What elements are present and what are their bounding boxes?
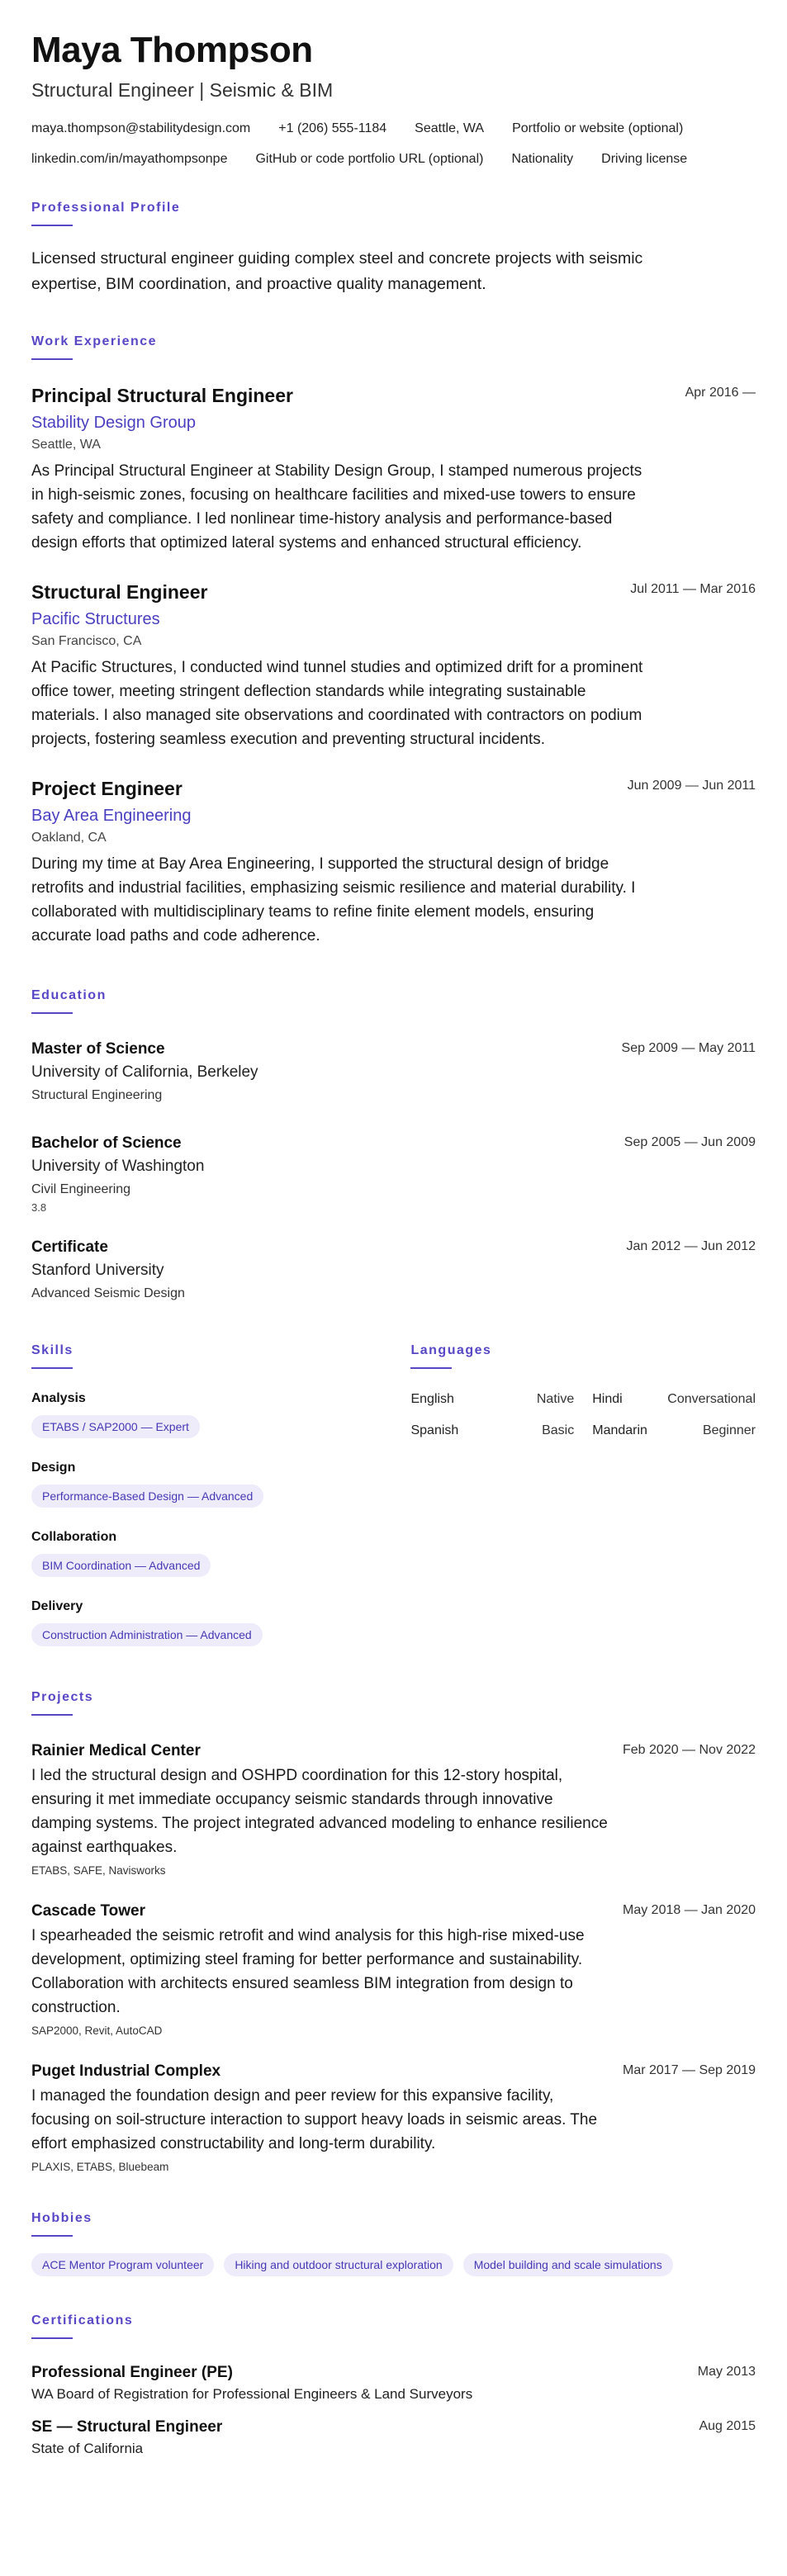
contact-github[interactable]: GitHub or code portfolio URL (optional)	[255, 152, 484, 166]
education-date: Sep 2005 — Jun 2009	[623, 1135, 756, 1149]
education-school: University of Washington	[31, 1158, 205, 1175]
education-gpa: 3.8	[31, 1201, 47, 1214]
job-title: Project Engineer	[31, 778, 183, 799]
project-name: Cascade Tower	[31, 1902, 145, 1920]
language-item	[410, 1422, 574, 1440]
project-entry	[31, 1901, 756, 2039]
skill-group-name: Design	[31, 1461, 76, 1475]
education-section	[31, 987, 756, 1303]
skill-group-name: Analysis	[31, 1391, 86, 1405]
project-entry	[31, 1740, 756, 1879]
project-description: I spearheaded the seismic retrofit and wind analysis for this high-rise mixed-use development, optimizing steel framing for better performance and sustainability. Collaboration with architects ensured seamless BIM integration from design to construction.	[31, 1927, 585, 2016]
profile-text: Licensed structural engineer guiding complex steel and concrete projects with seismic expertise, BIM coordination, and proactive quality management.	[31, 249, 643, 293]
job-company: Bay Area Engineering	[31, 807, 192, 825]
section-divider	[31, 1012, 73, 1014]
job-date: Jul 2011 — Mar 2016	[630, 582, 756, 596]
certification-issuer: WA Board of Registration for Professional Engineers & Land Surveyors	[31, 2386, 473, 2402]
skill-group	[31, 1529, 410, 1577]
job-company: Pacific Structures	[31, 610, 160, 628]
language-name: Spanish	[410, 1423, 459, 1437]
contact-linkedin[interactable]: linkedin.com/in/mayathompsonpe	[31, 152, 228, 166]
skill-chip: Construction Administration — Advanced	[31, 1623, 263, 1646]
contact-list	[31, 121, 758, 182]
job-date: Jun 2009 — Jun 2011	[627, 779, 756, 793]
skills-languages-row	[31, 1342, 756, 1646]
skill-chip: BIM Coordination — Advanced	[31, 1554, 211, 1577]
hobby-chip: Hiking and outdoor structural exploration	[224, 2253, 453, 2276]
certification-date: Aug 2015	[699, 2419, 756, 2433]
skill-chip: Performance-Based Design — Advanced	[31, 1485, 263, 1508]
project-entry	[31, 2061, 756, 2176]
job-location: Seattle, WA	[31, 438, 101, 452]
language-name: English	[410, 1392, 454, 1406]
language-name: Mandarin	[592, 1423, 647, 1437]
profile-section	[31, 200, 756, 297]
candidate-name: Maya Thompson	[31, 30, 313, 70]
hobby-chip: Model building and scale simulations	[463, 2253, 673, 2276]
resume-header	[31, 28, 756, 182]
hobby-chip: ACE Mentor Program volunteer	[31, 2253, 214, 2276]
education-field: Civil Engineering	[31, 1182, 131, 1196]
language-level: Conversational	[667, 1392, 756, 1406]
project-tools: ETABS, SAFE, Navisworks	[31, 1864, 166, 1877]
language-item	[592, 1390, 756, 1409]
contact-location: Seattle, WA	[415, 121, 485, 135]
education-date: Sep 2009 — May 2011	[621, 1041, 756, 1055]
job-date: Apr 2016 —	[685, 386, 756, 400]
section-divider	[31, 225, 73, 226]
language-name: Hindi	[592, 1392, 623, 1406]
section-title: Work Experience	[31, 334, 158, 348]
section-divider	[31, 1367, 73, 1369]
certification-entry	[31, 2417, 756, 2458]
certifications-section	[31, 2313, 756, 2458]
job-entry	[31, 776, 756, 948]
candidate-headline: Structural Engineer | Seismic & BIM	[31, 79, 334, 101]
certification-date: May 2013	[697, 2365, 756, 2379]
language-level: Basic	[542, 1423, 575, 1437]
contact-nationality: Nationality	[511, 152, 574, 166]
contact-portfolio[interactable]: Portfolio or website (optional)	[512, 121, 684, 135]
certification-issuer: State of California	[31, 2441, 144, 2456]
language-item	[592, 1422, 756, 1440]
skill-group	[31, 1598, 410, 1646]
job-location: Oakland, CA	[31, 831, 107, 845]
section-divider	[31, 2337, 73, 2339]
section-title: Certifications	[31, 2313, 134, 2327]
project-name: Rainier Medical Center	[31, 1742, 201, 1759]
project-tools: PLAXIS, ETABS, Bluebeam	[31, 2161, 169, 2173]
section-title: Hobbies	[31, 2211, 92, 2225]
work-section	[31, 334, 756, 948]
languages-section	[410, 1342, 756, 1646]
skill-group	[31, 1390, 410, 1438]
project-tools: SAP2000, Revit, AutoCAD	[31, 2024, 163, 2037]
project-date: Feb 2020 — Nov 2022	[623, 1743, 756, 1757]
hobbies-section	[31, 2210, 756, 2276]
project-date: Mar 2017 — Sep 2019	[623, 2063, 756, 2077]
section-title: Professional Profile	[31, 201, 181, 215]
section-title: Education	[31, 988, 107, 1002]
section-title: Projects	[31, 1690, 94, 1704]
job-entry	[31, 580, 756, 751]
skill-group-name: Collaboration	[31, 1530, 117, 1544]
certification-name: Professional Engineer (PE)	[31, 2364, 233, 2381]
projects-section	[31, 1689, 756, 2176]
project-name: Puget Industrial Complex	[31, 2062, 221, 2080]
project-description: I led the structural design and OSHPD coordination for this 12-story hospital, ensuring it met immediate occupancy seismic standards through innovative damping systems. The project integrated advanced modeling to enhance resilience against earthquakes.	[31, 1767, 608, 1856]
language-item	[410, 1390, 574, 1409]
education-entry	[31, 1133, 756, 1215]
job-title: Principal Structural Engineer	[31, 385, 293, 406]
education-date: Jan 2012 — Jun 2012	[626, 1239, 756, 1253]
education-entry	[31, 1039, 756, 1105]
education-school: Stanford University	[31, 1262, 164, 1279]
section-divider	[410, 1367, 452, 1369]
job-title: Structural Engineer	[31, 581, 208, 603]
project-description: I managed the foundation design and peer review for this expansive facility, focusing on soil-structure interaction to support heavy loads in seismic areas. The effort emphasized constructability and long-term durability.	[31, 2087, 598, 2152]
job-summary: During my time at Bay Area Engineering, I supported the structural design of bridge retrofits and industrial facilities, emphasizing seismic resilience and material durability. I collaborated with multidisciplinary teams to refine finite element models, ensuring accurate load paths and code adherence.	[31, 855, 636, 945]
language-level: Native	[536, 1392, 575, 1406]
education-field: Advanced Seismic Design	[31, 1286, 185, 1300]
language-level: Beginner	[702, 1423, 756, 1437]
skills-section	[31, 1342, 410, 1646]
hobby-list	[31, 2253, 756, 2276]
skill-chip: ETABS / SAP2000 — Expert	[31, 1415, 200, 1438]
skill-group	[31, 1460, 410, 1508]
education-degree: Bachelor of Science	[31, 1134, 182, 1152]
job-company: Stability Design Group	[31, 414, 196, 432]
certification-entry	[31, 2362, 756, 2403]
certification-name: SE — Structural Engineer	[31, 2418, 223, 2436]
job-summary: As Principal Structural Engineer at Stability Design Group, I stamped numerous projects in high-seismic zones, focusing on healthcare facilities and mixed-use towers to ensure safety and compliance. I led nonlinear time-history analysis and performance-based design efforts that optimized lateral systems and enhanced structural efficiency.	[31, 462, 642, 552]
education-degree: Master of Science	[31, 1040, 165, 1058]
contact-email[interactable]: maya.thompson@stabilitydesign.com	[31, 121, 251, 135]
job-location: San Francisco, CA	[31, 634, 142, 648]
education-degree: Certificate	[31, 1238, 108, 1256]
section-divider	[31, 358, 73, 360]
project-date: May 2018 — Jan 2020	[623, 1903, 756, 1917]
education-entry	[31, 1237, 756, 1303]
section-title: Skills	[31, 1343, 73, 1357]
education-field: Structural Engineering	[31, 1088, 163, 1102]
section-title: Languages	[410, 1343, 492, 1357]
contact-driving-license: Driving license	[601, 152, 688, 166]
languages-grid	[410, 1390, 756, 1440]
skill-group-name: Delivery	[31, 1599, 83, 1613]
education-school: University of California, Berkeley	[31, 1063, 258, 1081]
contact-phone[interactable]: +1 (206) 555-1184	[278, 121, 387, 135]
job-summary: At Pacific Structures, I conducted wind tunnel studies and optimized drift for a prominent office tower, meeting stringent deflection standards while integrating sustainable materials. I also managed site observations and coordinated with contractors on podium projects, fostering seamless execution and preventing structural incidents.	[31, 659, 643, 748]
job-entry	[31, 383, 756, 555]
section-divider	[31, 1714, 73, 1716]
section-divider	[31, 2235, 73, 2237]
